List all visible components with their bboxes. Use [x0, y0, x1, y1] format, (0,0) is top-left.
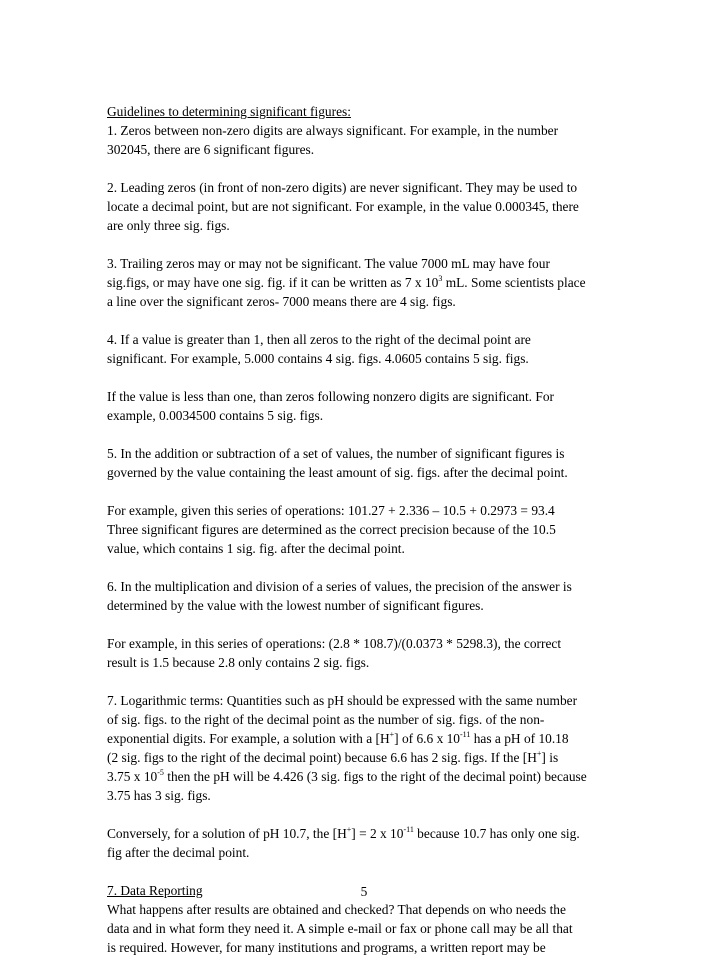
- rules-intro: [107, 102, 627, 159]
- rule-3-line-2: sig.figs, or may have one sig. fig. if it can be written as 7 x $10^3$ mL. Some scientists place: [107, 273, 586, 290]
- rule-2-line-2: locate a decimal point, but are not significant. For example, in the value 0.000345, there: [107, 199, 579, 214]
- rule-7-line-6: 3.75 has 3 sig. figs.: [107, 788, 211, 803]
- rule-3-line-3: a line over the significant zeros- 7000 means there are 4 sig. figs.: [107, 294, 456, 309]
- rule-4-note: [107, 387, 627, 425]
- rule-7-line-2: of sig. figs. to the right of the decimal point as the number of sig. figs. of the non-: [107, 712, 545, 727]
- rule-2-line-1: 2. Leading zeros (in front of non-zero digits) are never significant. They may be used to: [107, 180, 578, 195]
- rule-6-example: [107, 634, 627, 672]
- rule-5-example: [107, 501, 627, 558]
- rule-3: [107, 254, 627, 311]
- rule-5-line-2: governed by the value containing the least amount of sig. figs. after the decimal point.: [107, 465, 568, 480]
- rule-7-line-3: exponential digits. For example, a solution with a [H+] of 6.6 x $10^{-11}$ has a pH of 10.18: [107, 729, 569, 746]
- rule-2-line-3: are only three sig. figs.: [107, 218, 230, 233]
- rule-5-example-line-3: value, which contains 1 sig. fig. after the decimal point.: [107, 541, 405, 556]
- rule-3-line-1: 3. Trailing zeros may or may not be significant. The value 7000 mL may have four: [107, 256, 550, 271]
- section-text-line-1: What happens after results are obtained and checked? That depends on who needs the: [107, 902, 566, 917]
- section-title: 7. Data Reporting: [107, 883, 203, 898]
- rule-1-line-2: 302045, there are 6 significant figures.: [107, 142, 315, 157]
- rule-7: [107, 691, 627, 805]
- rule-4-note-line-2: example, 0.0034500 contains 5 sig. figs.: [107, 408, 324, 423]
- conversely-line-2: fig after the decimal point.: [107, 845, 250, 860]
- guidelines-heading: Guidelines to determining significant figures:: [107, 104, 351, 119]
- rule-6-line-2: determined by the value with the lowest number of significant figures.: [107, 598, 484, 613]
- section-text-line-3: is required. However, for many institutions and programs, a written report may be: [107, 940, 546, 955]
- section-text-line-2: data and in what form they need it. A simple e-mail or fax or phone call may be all that: [107, 921, 573, 936]
- rule-7-line-4: (2 sig. figs to the right of the decimal point) because 6.6 has 2 sig. figs. If the [H+] is: [107, 748, 559, 765]
- rule-7-line-1: 7. Logarithmic terms: Quantities such as pH should be expressed with the same number: [107, 693, 578, 708]
- rule-2: [107, 178, 627, 235]
- rule-6: [107, 577, 627, 615]
- rule-7-line-5: 3.75 x $10^{-5}$ then the pH will be 4.426 (3 sig. figs to the right of the decimal point) because: [107, 767, 587, 784]
- rule-6-line-1: 6. In the multiplication and division of a series of values, the precision of the answer is: [107, 579, 572, 594]
- conversely-paragraph: [107, 824, 627, 862]
- rule-6-example-line-2: result is 1.5 because 2.8 only contains 2 sig. figs.: [107, 655, 370, 670]
- conversely-line-1: Conversely, for a solution of pH 10.7, the [H+] = 2 x $10^{-11}$ because 10.7 has only one sig.: [107, 824, 580, 841]
- rule-4-line-1: 4. If a value is greater than 1, then all zeros to the right of the decimal point are: [107, 332, 531, 347]
- page-content: [107, 102, 627, 976]
- rule-4-line-2: significant. For example, 5.000 contains 4 sig. figs. 4.0605 contains 5 sig. figs.: [107, 351, 529, 366]
- rule-1-line-1: 1. Zeros between non-zero digits are always significant. For example, in the number: [107, 123, 559, 138]
- rule-4-note-line-1: If the value is less than one, than zeros following nonzero digits are significant. For: [107, 389, 554, 404]
- rule-5: [107, 444, 627, 482]
- rule-5-line-1: 5. In the addition or subtraction of a set of values, the number of significant figures is: [107, 446, 565, 461]
- rule-5-example-line-2: Three significant figures are determined as the correct precision because of the 10.5: [107, 522, 556, 537]
- rule-4: [107, 330, 627, 368]
- rule-6-example-line-1: For example, in this series of operations: (2.8 * 108.7)/(0.0373 * 5298.3), the correct: [107, 636, 562, 651]
- page-number: 5: [360, 884, 368, 899]
- rule-5-example-line-1: For example, given this series of operations: 101.27 + 2.336 – 10.5 + 0.2973 = 93.4: [107, 503, 555, 518]
